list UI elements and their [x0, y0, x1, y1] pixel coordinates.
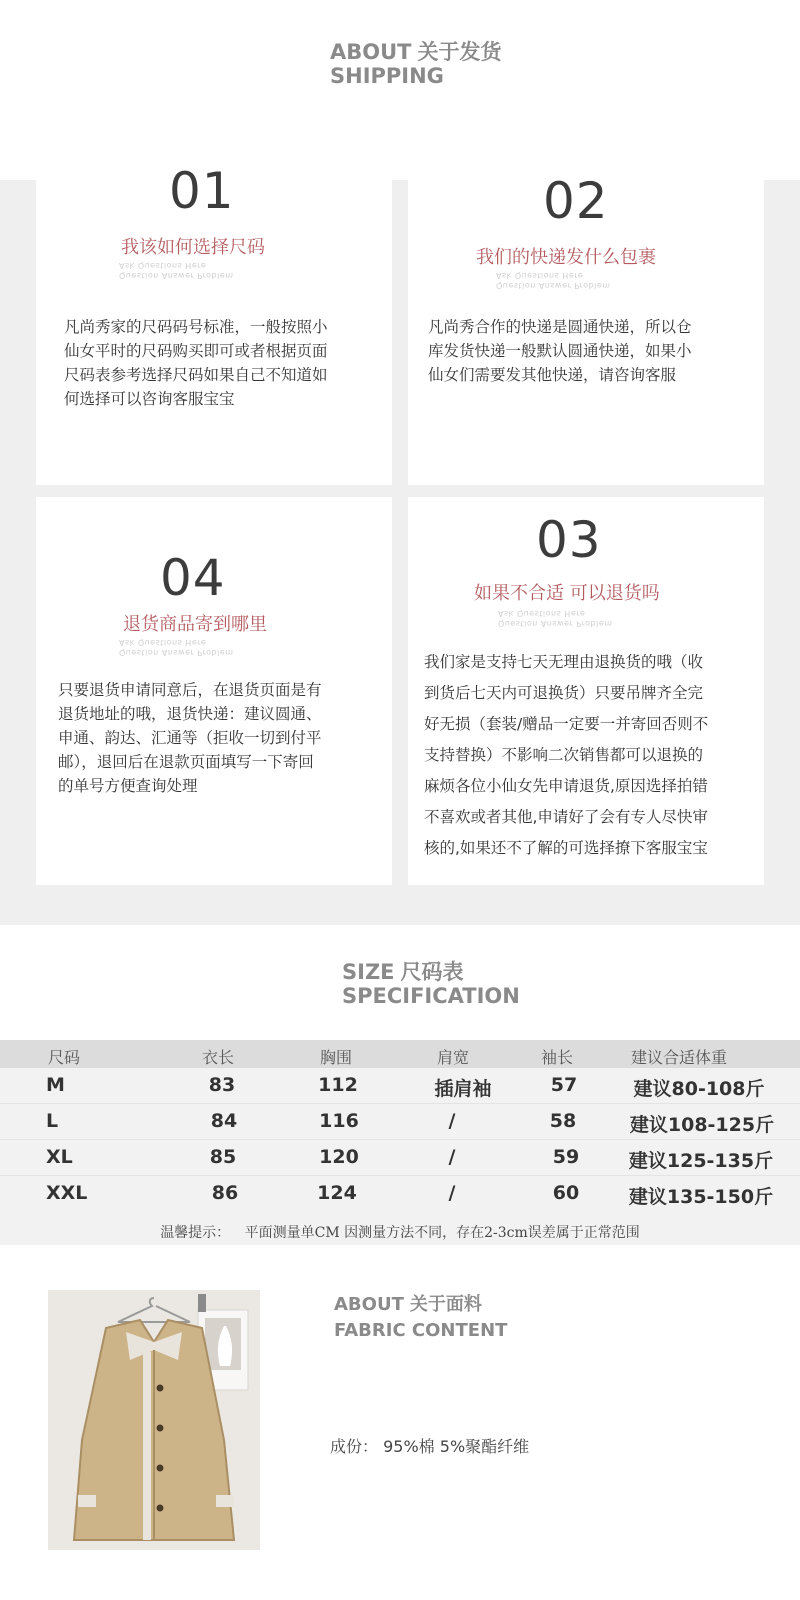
card-question: 我们的快递发什么包裹: [476, 247, 656, 268]
cell-chest: 116: [319, 1110, 359, 1132]
fabric-heading: [334, 1292, 507, 1344]
col-weight: 建议合适体重: [630, 1048, 728, 1067]
card-question: 退货商品寄到哪里: [123, 614, 267, 635]
cell-weight: 建议135-150斤: [628, 1186, 774, 1208]
faq-card-return-address: [36, 497, 392, 885]
cell-shoulder: /: [448, 1146, 456, 1168]
cell-weight: 建议125-135斤: [628, 1150, 774, 1172]
fabric-title-en: ABOUT: [334, 1294, 404, 1315]
size-title-en: SIZE: [342, 960, 395, 984]
cell-sleeve: 59: [552, 1146, 580, 1168]
shipping-heading: [330, 40, 502, 88]
cell-length: 83: [208, 1074, 236, 1096]
card-number: 01: [169, 162, 235, 220]
faq-card-shipping: [408, 110, 764, 485]
col-sleeve: 袖长: [540, 1048, 574, 1067]
cell-chest: 112: [318, 1074, 358, 1096]
cell-size: M: [46, 1074, 65, 1096]
shipping-subtitle: SHIPPING: [330, 64, 444, 88]
cell-shoulder: /: [448, 1110, 456, 1132]
size-heading: [342, 960, 520, 1008]
card-question: 如果不合适 可以退货吗: [474, 583, 660, 604]
col-length: 衣长: [201, 1048, 235, 1067]
cell-weight: 建议108-125斤: [629, 1114, 775, 1136]
card-mirror-text: Question Answer Problem Ask Questions Here: [498, 609, 613, 628]
cell-length: 85: [209, 1146, 237, 1168]
fabric-subtitle: FABRIC CONTENT: [334, 1320, 508, 1341]
col-shoulder: 肩宽: [436, 1048, 470, 1067]
composition-label: 成份：: [330, 1437, 379, 1456]
col-chest: 胸围: [319, 1048, 353, 1067]
measurement-tip: [0, 1222, 800, 1242]
coat-button: [157, 1505, 164, 1512]
col-size: 尺码: [47, 1048, 81, 1067]
card-question: 我该如何选择尺码: [121, 237, 265, 258]
coat-illustration: [48, 1290, 260, 1550]
cell-weight: 建议80-108斤: [633, 1078, 765, 1100]
shipping-title-cn: 关于发货: [417, 40, 502, 64]
shipping-title-en: ABOUT: [330, 40, 412, 64]
card-mirror-text: Question Answer Problem Ask Questions Here: [496, 271, 611, 290]
cell-length: 84: [210, 1110, 238, 1132]
cell-shoulder: 插肩袖: [434, 1078, 492, 1100]
tip-text: 平面测量单CM 因测量方法不同，存在2-3cm误差属于正常范围: [244, 1225, 640, 1241]
coat-button: [157, 1385, 164, 1392]
cell-sleeve: 58: [549, 1110, 577, 1132]
cell-chest: 124: [317, 1182, 357, 1204]
card-number: 03: [536, 511, 602, 569]
product-photo: [48, 1290, 260, 1550]
cell-size: L: [46, 1110, 59, 1132]
card-mirror-text: Question Answer Problem Ask Questions Here: [119, 261, 234, 280]
coat-cuff: [78, 1495, 96, 1507]
cell-size: XL: [46, 1146, 73, 1168]
size-table-header: [0, 1040, 800, 1068]
size-table: [0, 1040, 800, 1245]
table-row: [0, 1068, 800, 1104]
size-title-cn: 尺码表: [400, 960, 464, 984]
table-row: [0, 1176, 800, 1212]
card-number: 04: [160, 549, 226, 607]
coat-cuff: [216, 1495, 234, 1507]
cell-sleeve: 60: [552, 1182, 580, 1204]
cell-shoulder: /: [448, 1182, 456, 1204]
card-number: 02: [543, 172, 609, 230]
card-body: 只要退货申请同意后，在退货页面是有 退货地址的哦，退货快递：建议圆通、 申通、韵达、汇通等（拒收一切到付平 邮），退回后在退款页面填写一下寄回 的单号方便查询处理: [58, 681, 322, 795]
cell-chest: 120: [319, 1146, 359, 1168]
cell-sleeve: 57: [550, 1074, 578, 1096]
tip-label: 温馨提示：: [160, 1225, 231, 1241]
composition-value: 95%棉 5%聚酯纤维: [383, 1437, 530, 1456]
card-mirror-text: Question Answer Problem Ask Questions Here: [119, 638, 234, 657]
fabric-composition: [330, 1434, 529, 1457]
faq-card-size: [36, 110, 392, 485]
table-row: [0, 1104, 800, 1140]
faq-card-returns: [408, 497, 764, 885]
cell-size: XXL: [46, 1182, 88, 1204]
card-body: 凡尚秀合作的快递是圆通快递，所以仓 库发货快递一般默认圆通快递，如果小 仙女们需要发其他快递，请咨询客服: [428, 318, 692, 384]
coat-button: [157, 1465, 164, 1472]
card-body: 我们家是支持七天无理由退换货的哦（收 到货后七天内可退换货）只要吊牌齐全完 好无损（套装/赠品一定要一并寄回否则不 支持替换）不影响二次销售都可以退换的 麻烦各位小仙女先申请退货,原因选择拍错 不喜欢或者其他,申请好了会有专人尽快审 核的,如果还不了解的可选择撩下客服宝宝: [424, 653, 709, 857]
table-row: [0, 1140, 800, 1176]
card-body: 凡尚秀家的尺码码号标准，一般按照小 仙女平时的尺码购买即可或者根据页面 尺码表参考选择尺码如果自己不知道如 何选择可以咨询客服宝宝: [64, 318, 328, 408]
coat-button: [157, 1425, 164, 1432]
size-subtitle: SPECIFICATION: [342, 984, 520, 1008]
fabric-title-cn: 关于面料: [409, 1294, 482, 1315]
cell-length: 86: [211, 1182, 239, 1204]
